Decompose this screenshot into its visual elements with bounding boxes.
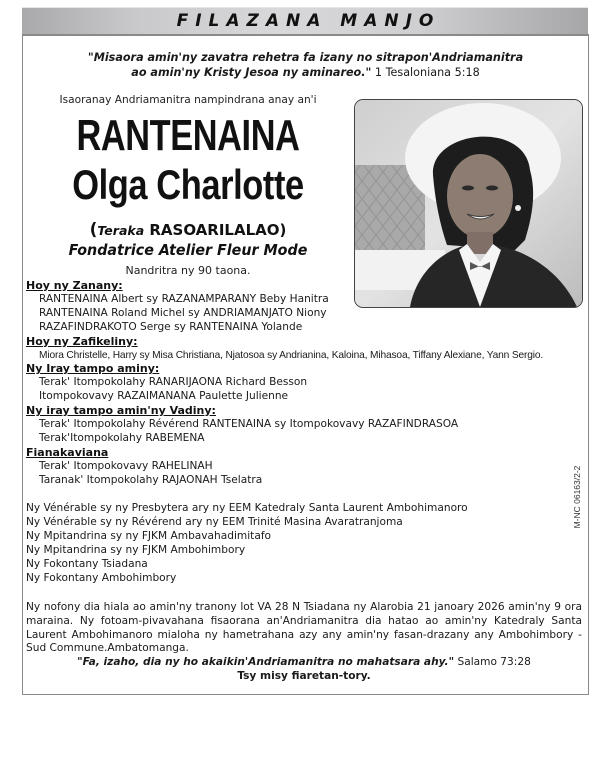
section-heading: Fianakaviana — [26, 445, 109, 459]
header-bar — [22, 7, 588, 34]
family-entry: Itompokovavy RAZAIMANANA Paulette Julienne — [39, 390, 289, 403]
closing-verse-quote: "Fa, izaho, dia ny ho akaikin'Andriamanitra no mahatsara ahy." — [77, 656, 455, 669]
verse-quote-line-2: ao amin'ny Kristy Jesoa ny aminareo." — [131, 66, 372, 79]
deceased-title: Fondatrice Atelier Fleur Mode — [68, 241, 308, 259]
institution-entry: Ny Vénérable sy ny Presbytera ary ny EEM Katedraly Santa Laurent Ambohimanoro — [26, 502, 468, 514]
photo-eye-left — [462, 186, 474, 191]
section-heading: Hoy ny Zanany: — [26, 279, 123, 292]
maiden-name: RASOARILALAO) — [149, 221, 287, 239]
family-section-relatives — [26, 446, 586, 488]
family-list — [26, 279, 586, 488]
header-title: FILAZANA MANJO — [176, 11, 441, 31]
section-heading: Ny Iray tampo aminy: — [26, 362, 160, 376]
institution-entry: Ny Vénérable sy ny Révérend ary ny EEM Trinité Masina Avaratranjoma — [26, 515, 403, 528]
intro-text: Isaoranay Andriamanitra nampindrana anay an'i — [59, 94, 317, 106]
family-entry: RAZAFINDRAKOTO Serge sy RANTENAINA Yolande — [39, 320, 303, 333]
family-entry: Terak' Itompokolahy RANARIJAONA Richard Besson — [39, 376, 308, 389]
institution-entry: Ny Mpitandrina sy ny FJKM Ambohimbory — [26, 543, 246, 556]
reference-code: M-NC 06163/2-2 — [572, 465, 582, 529]
section-heading: Hoy ny Zafikeliny: — [26, 334, 138, 348]
section-heading: Ny iray tampo amin'ny Vadiny: — [26, 404, 216, 418]
funeral-announcement — [26, 601, 582, 684]
portrait-illustration — [355, 100, 582, 307]
teraka-label: Teraka — [97, 223, 145, 238]
family-entry: Terak'Itompokolahy RABEMENA — [39, 431, 205, 444]
family-section-children — [26, 279, 586, 335]
family-section-spouse-siblings — [26, 404, 586, 446]
announcement-text: Ny nofony dia hiala ao amin'ny tranony lot VA 28 N Tsiadana ny Alarobia 21 janoary 2026 amin'ny 9 ora maraina. Ny fotoam-pivavahana fisaorana an'Andriamanitra dia hatao ao amin'ny Katedraly Santa Laurent Ambohimanoro mialoha ny hametrahana azy any amin'ny fasan-drazany any Ambohimbory - Sud Commune.Ambatomanga. — [26, 601, 582, 655]
photo-face — [447, 154, 513, 238]
family-section-grandchildren — [26, 335, 586, 363]
deceased-given-names: Olga Charlotte — [72, 161, 304, 208]
institution-entry: Ny Fokontany Ambohimbory — [26, 571, 177, 584]
family-entry: Terak' Itompokolahy Révérend RANTENAINA sy Itompokovavy RAZAFINDRASOA — [39, 418, 459, 431]
maiden-name-open-paren: ( — [89, 220, 98, 240]
opening-verse — [23, 50, 588, 80]
obituary-frame — [22, 34, 589, 695]
closing-verse-reference: Salamo 73:28 — [457, 656, 531, 669]
family-entry: Miora Christelle, Harry sy Misa Christiana, Njatosoa sy Andrianina, Kaloina, Mihasoa, Tiffany Alexiane, Yann Sergio. — [39, 349, 544, 361]
verse-reference: 1 Tesaloniana 5:18 — [374, 66, 480, 79]
closing-verse — [26, 656, 582, 670]
institution-entry: Ny Mpitandrina sy ny FJKM Ambavahadimitafo — [26, 529, 272, 542]
institutions-list — [26, 502, 546, 585]
maiden-name-line — [23, 220, 353, 240]
portrait-photo — [354, 99, 583, 308]
institution-entry: Ny Fokontany Tsiadana — [26, 557, 148, 570]
photo-earring — [515, 205, 521, 211]
family-entry: RANTENAINA Roland Michel sy ANDRIAMANJATO Niony — [39, 306, 327, 319]
family-section-siblings — [26, 362, 586, 404]
family-entry: Terak' Itompokovavy RAHELINAH — [39, 459, 213, 472]
photo-eye-right — [486, 186, 498, 191]
family-entry: RANTENAINA Albert sy RAZANAMPARANY Beby Hanitra — [39, 292, 329, 305]
no-flowers-note: Tsy misy fiaretan-tory. — [237, 669, 371, 682]
deceased-surname: RANTENAINA — [76, 111, 300, 160]
deceased-age: Nandritra ny 90 taona. — [125, 264, 251, 277]
family-entry: Taranak' Itompokolahy RAJAONAH Tselatra — [39, 473, 263, 486]
verse-quote-line-1: "Misaora amin'ny zavatra rehetra fa izany no sitrapon'Andriamanitra — [87, 51, 524, 64]
